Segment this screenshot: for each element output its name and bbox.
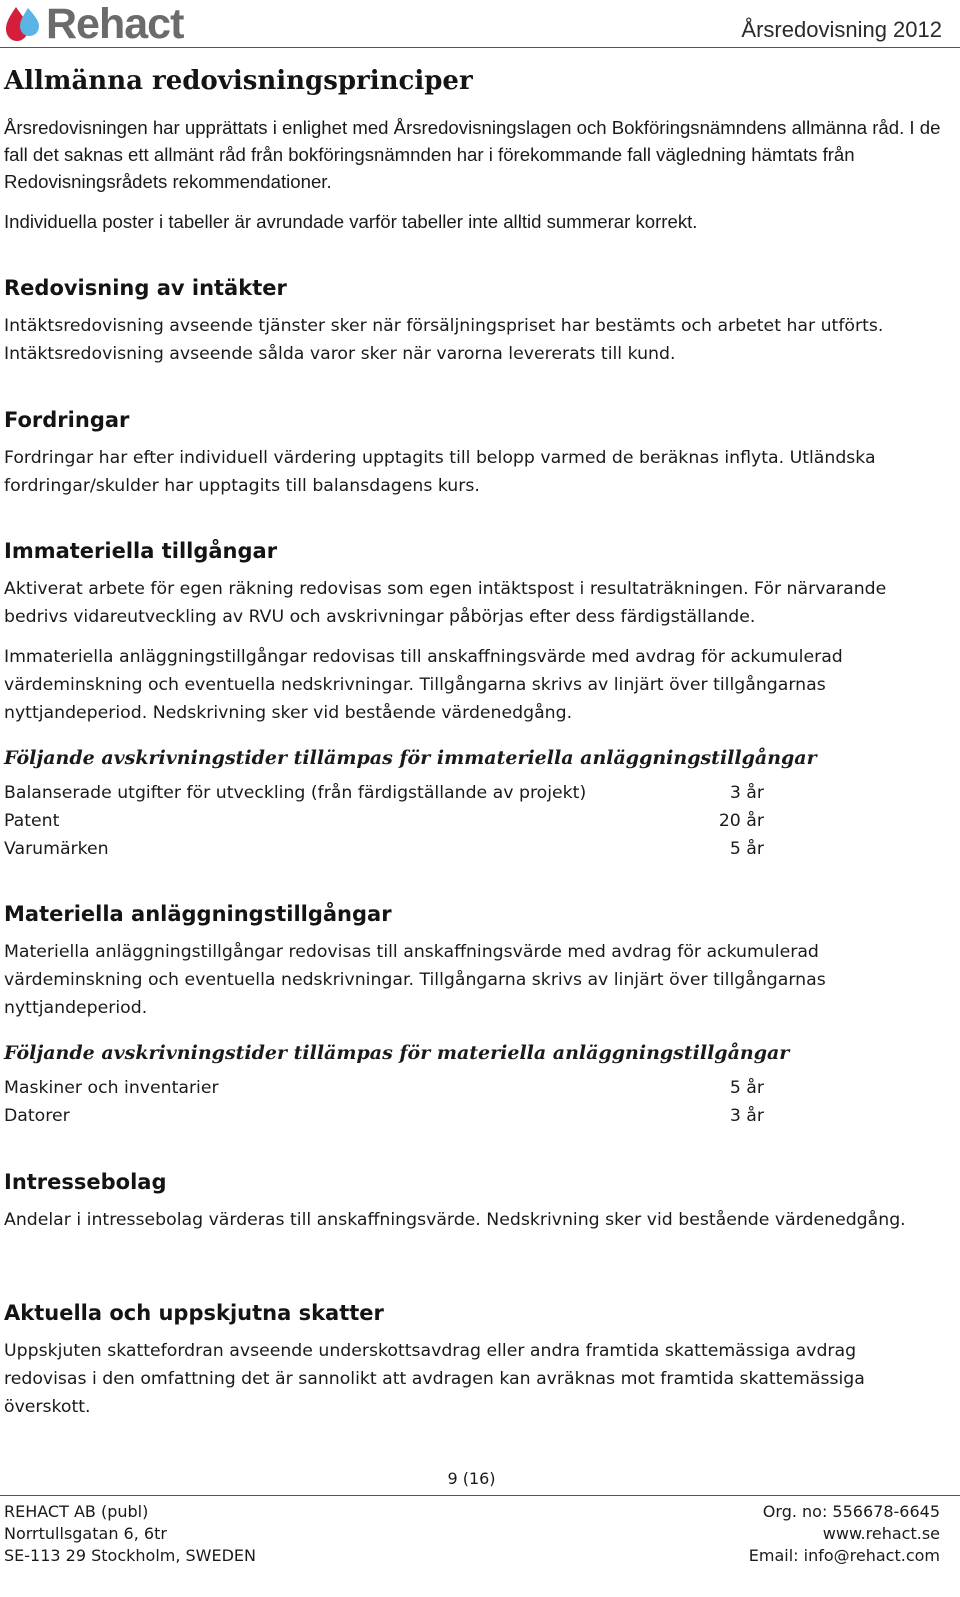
section-heading-revenue: Redovisning av intäkter [4, 276, 287, 300]
depreciation-value: 3 år [729, 783, 764, 803]
document-title: Årsredovisning 2012 [741, 17, 942, 42]
footer-website-link[interactable]: www.rehact.se [822, 1524, 940, 1543]
depreciation-row [4, 1074, 764, 1102]
associates-paragraph: Andelar i intressebolag värderas till anskaffningsvärde. Nedskrivning sker vid bestående värdenedgång. [4, 1210, 906, 1230]
section-heading-intangible: Immateriella tillgångar [4, 539, 278, 563]
intangible-depreciation-title: Följande avskrivningstider tillämpas för immateriella anläggningstillgångar [4, 747, 817, 769]
section-heading-taxes: Aktuella och uppskjutna skatter [4, 1301, 384, 1325]
depreciation-row [4, 1102, 764, 1130]
depreciation-label: Patent [4, 811, 60, 831]
section-heading-receivables: Fordringar [4, 408, 130, 432]
header-divider [0, 47, 960, 48]
section-heading-tangible: Materiella anläggningstillgångar [4, 902, 392, 926]
intro-paragraph: Årsredovisningen har upprättats i enlighet med Årsredovisningslagen och Bokföringsnämndens allmänna råd. I de fall det saknas ett allmänt råd från bokföringsnämnden har i förekommande fall vägledning hämtats från Redovisningsrådets rekommendationer. [4, 117, 941, 192]
footer-org-number: Org. no: 556678-6645 [762, 1502, 940, 1521]
footer-street: Norrtullsgatan 6, 6tr [4, 1524, 167, 1543]
page-title: Allmänna redovisningsprinciper [4, 66, 473, 96]
depreciation-label: Maskiner och inventarier [4, 1078, 219, 1098]
logo-drops-icon [4, 4, 44, 44]
rounding-note: Individuella poster i tabeller är avrundade varför tabeller inte alltid summerar korrekt. [4, 211, 698, 232]
intangible-paragraph-2: Immateriella anläggningstillgångar redovisas till anskaffningsvärde med avdrag för ackumulerad värdeminskning och eventuella nedskrivningar. Tillgångarna skrivs av linjärt över tillgångarnas nyttjandeperiod. Nedskrivning sker vid bestående värdenedgång. [4, 647, 843, 723]
depreciation-value: 20 år [718, 811, 764, 831]
intangible-paragraph-1: Aktiverat arbete för egen räkning redovisas som egen intäktspost i resultaträkningen. För närvarande bedrivs vidareutveckling av RVU och avskrivningar påbörjas efter dess färdigställande. [4, 579, 887, 627]
depreciation-label: Datorer [4, 1106, 70, 1126]
footer-company: REHACT AB (publ) [4, 1502, 149, 1521]
page-number: 9 (16) [447, 1469, 496, 1488]
depreciation-row [4, 779, 764, 807]
footer-city: SE-113 29 Stockholm, SWEDEN [4, 1546, 257, 1565]
depreciation-row [4, 835, 764, 863]
depreciation-value: 3 år [729, 1106, 764, 1126]
tangible-paragraph: Materiella anläggningstillgångar redovisas till anskaffningsvärde med avdrag för ackumulerad värdeminskning och eventuella nedskrivningar. Tillgångarna skrivs av linjärt över tillgångarnas nyttjandeperiod. [4, 942, 826, 1018]
depreciation-label: Varumärken [4, 839, 109, 859]
footer-divider [0, 1495, 960, 1496]
logo-text: Rehact [46, 0, 184, 48]
depreciation-value: 5 år [729, 839, 764, 859]
depreciation-label: Balanserade utgifter för utveckling (från färdigställande av projekt) [4, 783, 587, 803]
section-heading-associates: Intressebolag [4, 1170, 167, 1194]
footer-email-link[interactable]: Email: info@rehact.com [748, 1546, 940, 1565]
depreciation-row [4, 807, 764, 835]
depreciation-value: 5 år [729, 1078, 764, 1098]
receivables-paragraph: Fordringar har efter individuell värdering upptagits till belopp varmed de beräknas inflyta. Utländska fordringar/skulder har upptagits till balansdagens kurs. [4, 448, 876, 496]
company-logo [4, 2, 183, 46]
taxes-paragraph: Uppskjuten skattefordran avseende underskottsavdrag eller andra framtida skattemässiga avdrag redovisas i den omfattning det är sannolikt att avdragen kan avräknas mot framtida skattemässiga överskott. [4, 1341, 865, 1417]
revenue-paragraph: Intäktsredovisning avseende tjänster sker när försäljningspriset har bestämts och arbetet har utförts. Intäktsredovisning avseende sålda varor sker när varorna levererats till kund. [4, 316, 884, 364]
tangible-depreciation-title: Följande avskrivningstider tillämpas för materiella anläggningstillgångar [4, 1042, 790, 1064]
